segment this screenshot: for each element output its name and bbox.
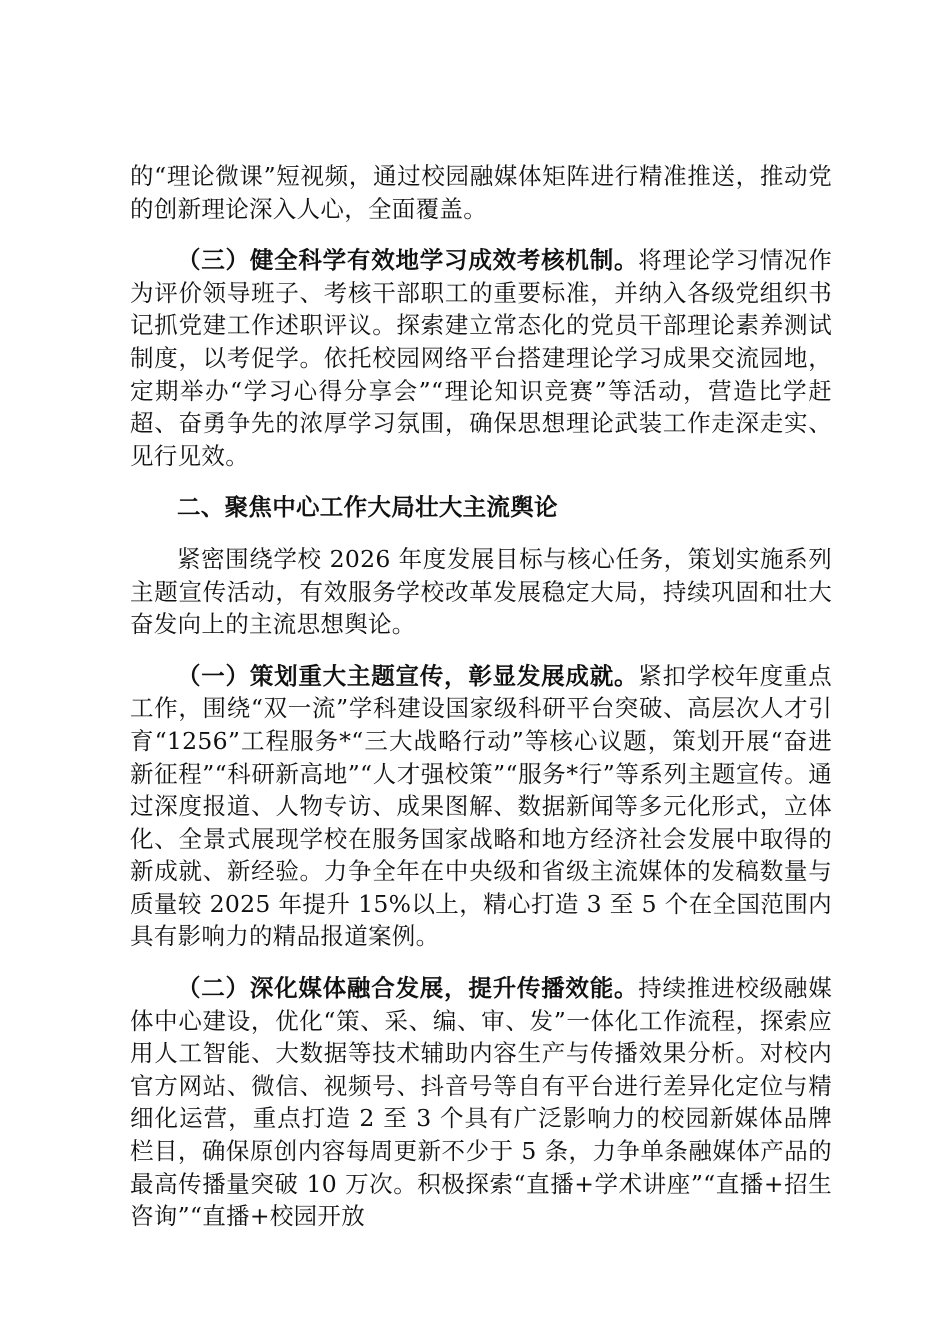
paragraph-text: 的“理论微课”短视频，通过校园融媒体矩阵进行精准推送，推动党的创新理论深入人心，全面覆盖。 [130,162,832,223]
paragraph-text: 持续推进校级融媒体中心建设，优化“策、采、编、审、发”一体化工作流程，探索应用人工智能、大数据等技术辅助内容生产与传播效果分析。对校内官方网站、微信、视频号、抖音号等自有平台进行差异化定位与精细化运营，重点打造 2 至 3 个具有广泛影响力的校园新媒体品牌栏目，确保原创内容每周更新不少于 5 条，力争单条融媒体产品的最高传播量突破 10 万次。积极探索“直播+学术讲座”“直播+招生咨询”“直播+校园开放 [130,974,833,1231]
paragraph-text: 紧密围绕学校 2026 年度发展目标与核心任务，策划实施系列主题宣传活动，有效服务学校改革发展稳定大局，持续巩固和壮大奋发向上的主流思想舆论。 [130,544,832,639]
section-heading-2: 二、聚焦中心工作大局壮大主流舆论 [177,493,558,522]
document-page [130,160,832,1252]
subsection-lead: （一）策划重大主题宣传，彰显发展成就。 [177,661,639,690]
paragraph-text: 将理论学习情况作为评价领导班子、考核干部职工的重要标准，并纳入各级党组织书记抓党建工作述职评议。探索建立常态化的党员干部理论素养测试制度，以考促学。依托校园网络平台搭建理论学习成果交流园地，定期举办“学习心得分享会”“理论知识竞赛”等活动，营造比学赶超、奋勇争先的浓厚学习氛围，确保思想理论武装工作走深走实、见行见效。 [130,246,833,470]
subsection-paragraph-2 [130,972,832,1233]
subsection-paragraph-3 [130,244,832,472]
subsection-lead: （二）深化媒体融合发展，提升传播效能。 [177,974,639,1003]
subsection-lead: （三）健全科学有效地学习成效考核机制。 [177,246,639,275]
paragraph-text: 紧扣学校年度重点工作，围绕“双一流”学科建设国家级科研平台突破、高层次人才引育“1256”工程服务*“三大战略行动”等核心议题，策划开展“奋进新征程”“科研新高地”“人才强校策”“服务*行”等系列主题宣传。通过深度报道、人物专访、成果图解、数据新闻等多元化形式，立体化、全景式展现学校在服务国家战略和地方经济社会发展中取得的新成就、新经验。力争全年在中央级和省级主流媒体的发稿数量与质量较 2025 年提升 15%以上，精心打造 3 至 5 个在全国范围内具有影响力的精品报道案例。 [130,661,833,951]
paragraph-continuation [130,160,832,225]
subsection-paragraph-1 [130,660,832,953]
section-intro-paragraph [130,543,832,641]
